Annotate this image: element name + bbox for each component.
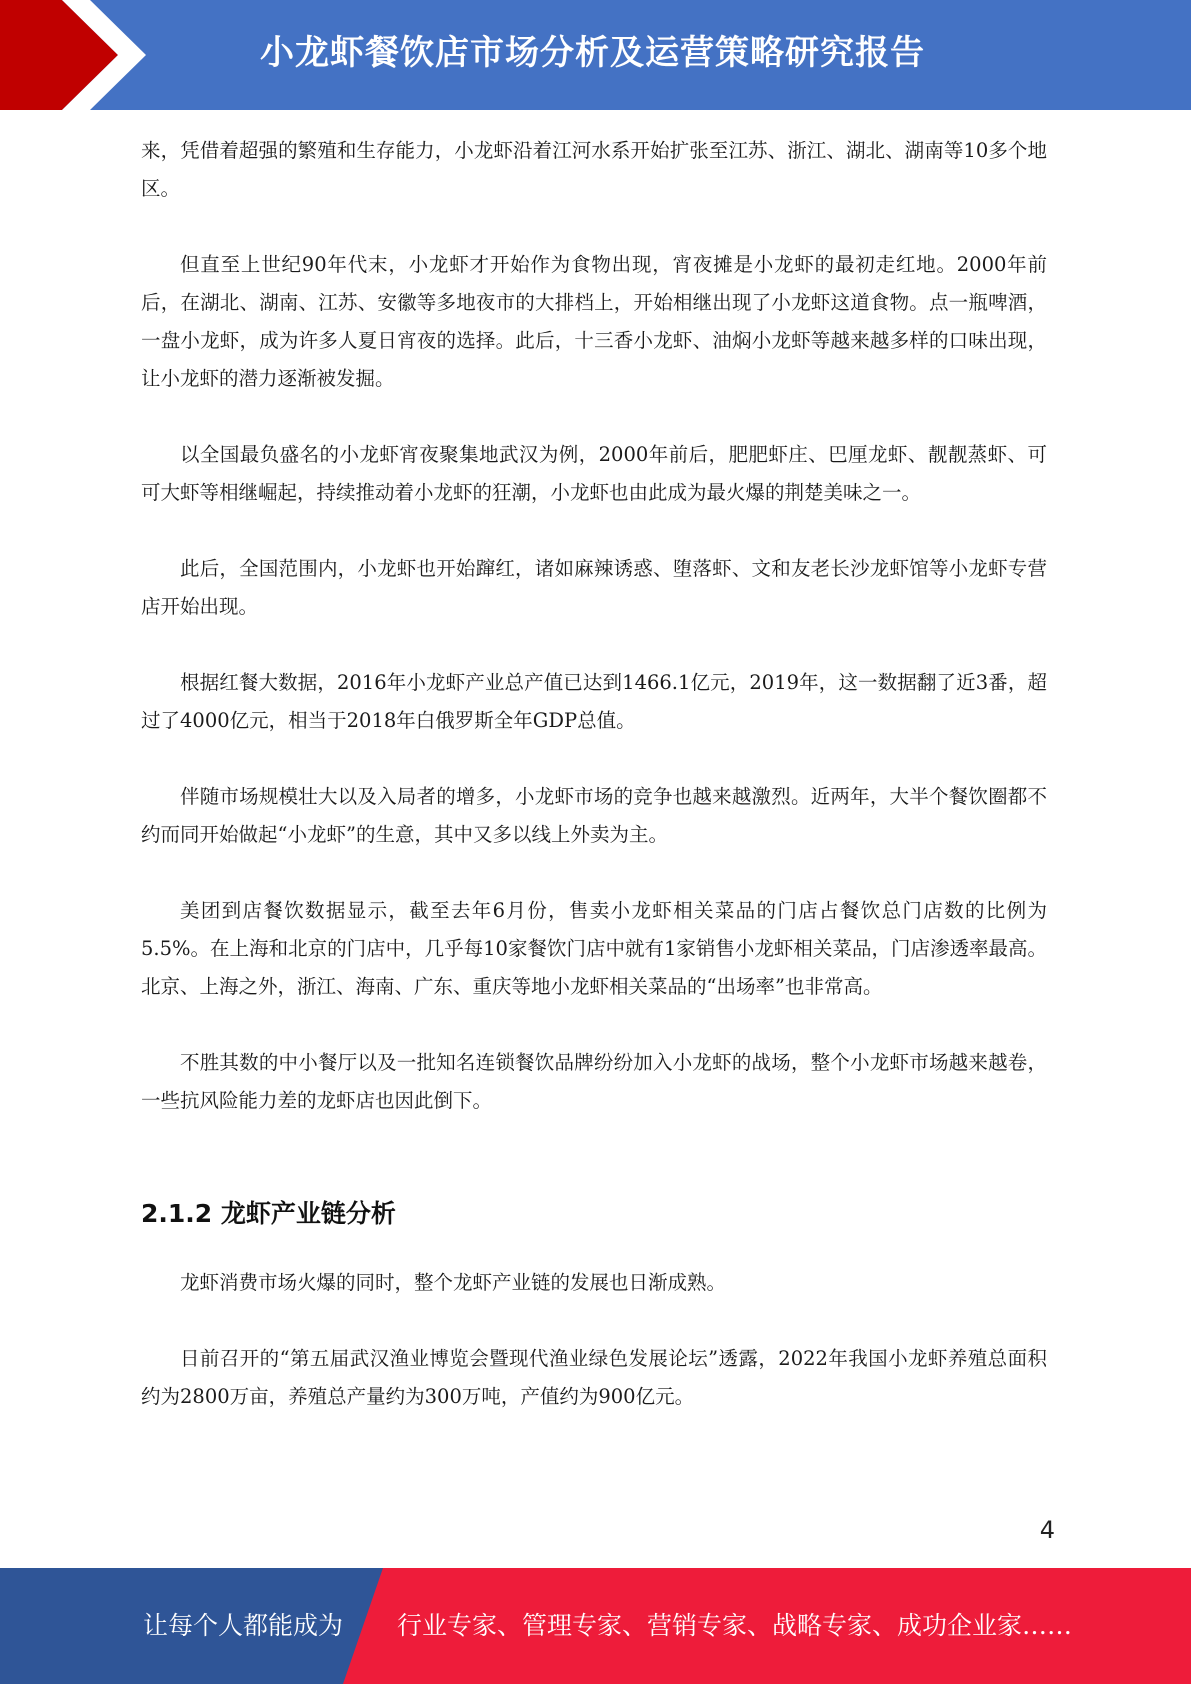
report-title: 小龙虾餐饮店市场分析及运营策略研究报告 xyxy=(260,33,925,73)
paragraph: 根据红餐大数据，2016年小龙虾产业总产值已达到1466.1亿元，2019年，这一数据翻了近3番，超过了4000亿元，相当于2018年白俄罗斯全年GDP总值。 xyxy=(141,671,1047,732)
section-heading: 2.1.2 龙虾产业链分析 xyxy=(141,1199,396,1228)
footer-slogan-lead: 让每个人都能成为 xyxy=(143,1611,344,1640)
paragraph: 美团到店餐饮数据显示，截至去年6月份，售卖小龙虾相关菜品的门店占餐饮总门店数的比例为5.5%。在上海和北京的门店中，几乎每10家餐饮门店中就有1家销售小龙虾相关菜品，门店渗透率最高。北京、上海之外，浙江、海南、广东、重庆等地小龙虾相关菜品的“出场率”也非常高。 xyxy=(141,899,1047,998)
footer-slogan-roles: 行业专家、管理专家、营销专家、战略专家、成功企业家…… xyxy=(397,1611,1073,1640)
paragraph: 龙虾消费市场火爆的同时，整个龙虾产业链的发展也日渐成熟。 xyxy=(180,1271,727,1294)
page-content xyxy=(141,132,1047,1454)
paragraph: 以全国最负盛名的小龙虾宵夜聚集地武汉为例，2000年前后，肥肥虾庄、巴厘龙虾、靓靓蒸虾、可可大虾等相继崛起，持续推动着小龙虾的狂潮，小龙虾也由此成为最火爆的荆楚美味之一。 xyxy=(141,443,1047,504)
header-arrow-decoration xyxy=(0,0,160,110)
paragraph: 不胜其数的中小餐厅以及一批知名连锁餐饮品牌纷纷加入小龙虾的战场，整个小龙虾市场越来越卷，一些抗风险能力差的龙虾店也因此倒下。 xyxy=(141,1051,1047,1112)
paragraph: 伴随市场规模壮大以及入局者的增多，小龙虾市场的竞争也越来越激烈。近两年，大半个餐饮圈都不约而同开始做起“小龙虾”的生意，其中又多以线上外卖为主。 xyxy=(141,785,1047,846)
page-footer xyxy=(0,1568,1191,1684)
paragraph: 但直至上世纪90年代末，小龙虾才开始作为食物出现，宵夜摊是小龙虾的最初走红地。2000年前后，在湖北、湖南、江苏、安徽等多地夜市的大排档上，开始相继出现了小龙虾这道食物。点一瓶啤酒，一盘小龙虾，成为许多人夏日宵夜的选择。此后，十三香小龙虾、油焖小龙虾等越来越多样的口味出现，让小龙虾的潜力逐渐被发掘。 xyxy=(141,253,1047,390)
paragraph: 来，凭借着超强的繁殖和生存能力，小龙虾沿着江河水系开始扩张至江苏、浙江、湖北、湖南等10多个地区。 xyxy=(141,139,1047,200)
paragraph: 此后，全国范围内，小龙虾也开始蹿红，诸如麻辣诱惑、堕落虾、文和友老长沙龙虾馆等小龙虾专营店开始出现。 xyxy=(141,557,1047,618)
page-number: 4 xyxy=(1039,1516,1055,1544)
page-header xyxy=(0,0,1191,110)
paragraph: 日前召开的“第五届武汉渔业博览会暨现代渔业绿色发展论坛”透露，2022年我国小龙虾养殖总面积约为2800万亩，养殖总产量约为300万吨，产值约为900亿元。 xyxy=(141,1347,1047,1408)
